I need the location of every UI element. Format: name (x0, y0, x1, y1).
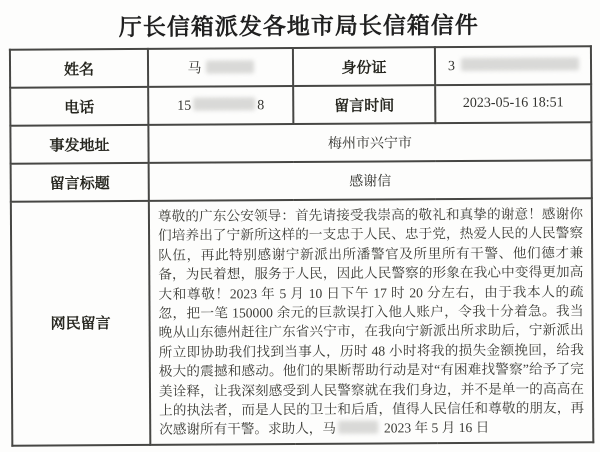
netizen-message-label: 网民留言 (11, 201, 150, 446)
table-row (10, 46, 591, 88)
phone-value-prefix: 15 (177, 98, 192, 114)
letter-info-table (9, 45, 594, 446)
phone-value (148, 86, 293, 125)
phone-redaction-blur (193, 97, 255, 110)
table-row (11, 160, 592, 202)
message-text-before-redaction: 尊敬的广东公安领导：首先请接受我崇高的敬礼和真挚的谢意！感谢你们培养出了宁新所这样的一支忠于人民、忠于党，热爱人民的人民警察队伍，再此特别感谢宁新派出所潘警官及所里所有干警、他们德才兼备，为民着想，服务于人民，因此人民警察的形象在我心中变得更加高大和尊敬！2023 年 5 月 10 日下午 17 时 20 分左右，由于我本人的疏忽，把一笔 150000 余元的巨款误打入他人账户，令我十分着急。我当晚从山东德州赶往广东省兴宁市，在我向宁新派出所求助后，宁新派出所立即协助我们找到当事人，历时 48 小时将我的损失金额挽回，给我极大的震撼和感动。他们的果断帮助行动是对“有困难找警察”给予了完美诠释，让我深刻感受到人民警察就在我们身边，并不是单一的高高在上的执法者，而是人民的卫士和后盾，值得人民信任和尊敬的朋友，再次感谢所有干警。求助人，马 (157, 206, 585, 438)
id-card-value-visible: 3 (447, 58, 456, 74)
message-text-after-redaction: 2023 年 5 月 16 日 (383, 420, 490, 436)
phone-value-suffix: 8 (257, 97, 265, 113)
table-row (11, 198, 593, 445)
name-redaction-blur (205, 60, 253, 73)
table-row (10, 84, 591, 126)
name-value (148, 48, 293, 87)
phone-label: 电话 (10, 87, 148, 126)
message-title-label: 留言标题 (11, 163, 149, 202)
id-card-value (435, 46, 591, 85)
document-title: 厅长信箱派发各地市局长信箱信件 (118, 12, 479, 41)
name-value-visible: 马 (187, 61, 202, 77)
id-card-redaction-blur (461, 57, 579, 71)
incident-address-label: 事发地址 (10, 125, 148, 164)
message-time-label: 留言时间 (293, 85, 435, 124)
message-title-value: 感谢信 (149, 160, 592, 201)
id-card-label: 身份证 (293, 47, 435, 86)
netizen-message-body (149, 198, 593, 445)
incident-address-value: 梅州市兴宁市 (148, 122, 591, 163)
name-label: 姓名 (10, 49, 148, 88)
message-time-value: 2023-05-16 18:51 (435, 84, 591, 123)
message-signature-redaction-blur (338, 421, 378, 434)
table-row (10, 122, 591, 164)
